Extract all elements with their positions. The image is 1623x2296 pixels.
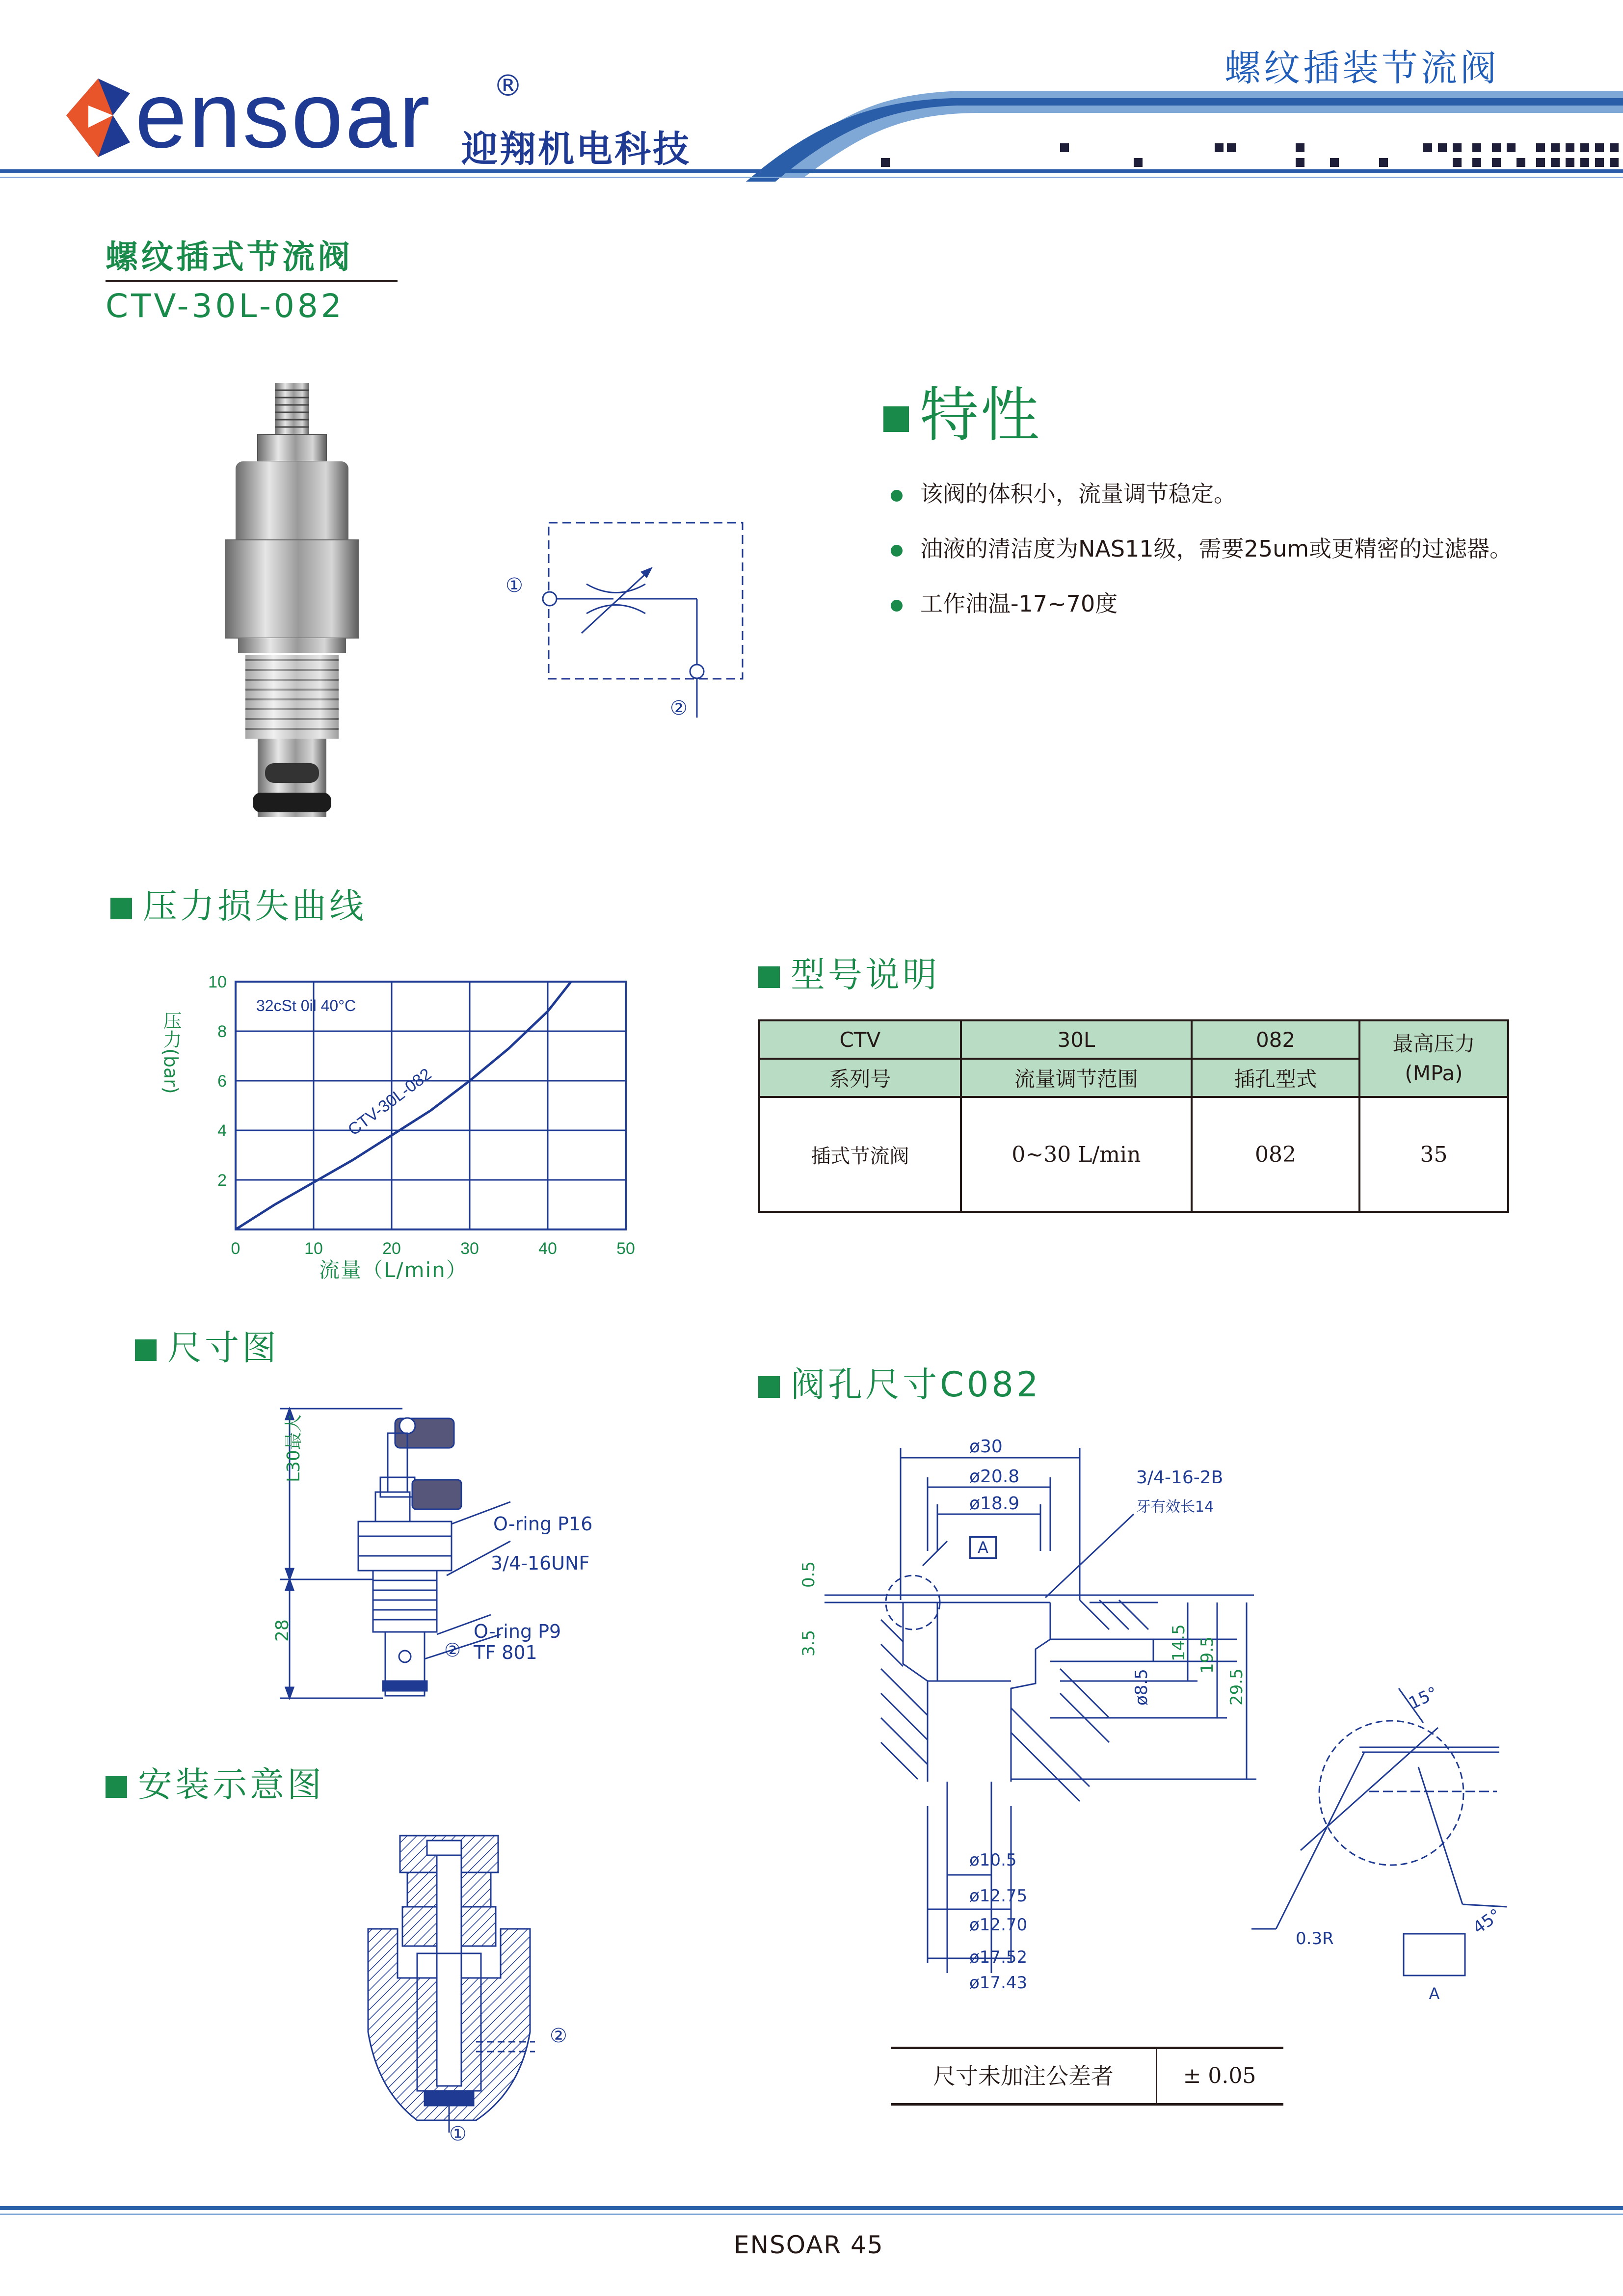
header-desc-series: 系列号 (759, 1059, 961, 1097)
value-type: 插式节流阀 (759, 1097, 961, 1212)
dim-d18-9: ø18.9 (969, 1494, 1020, 1514)
brand-logo: ensoar (135, 63, 432, 167)
dim-3-5: 3.5 (799, 1629, 819, 1656)
bullet-icon (891, 545, 903, 557)
dim-thread: 3/4-16-2B (1136, 1468, 1224, 1488)
label-thread-unf: 3/4-16UNF (491, 1552, 590, 1574)
features-title: 特性 (920, 381, 1041, 450)
x-tick-label: 0 (231, 1239, 240, 1258)
heading-square-icon (758, 966, 780, 988)
value-max-pressure: 35 (1359, 1097, 1508, 1212)
heading-square-icon (135, 1339, 157, 1361)
dim-d17-52: ø17.52 (969, 1948, 1028, 1967)
x-axis-label: 流量（L/min） (319, 1258, 468, 1282)
port-2-label: ② (670, 697, 688, 720)
product-model: CTV-30L-082 (106, 287, 345, 325)
y-axis-text: 压力(bar) (160, 1011, 182, 1094)
chart-annotation: 32cSt 0il 40°C (256, 997, 356, 1015)
datum-a-label: A (1429, 1984, 1440, 2003)
dim-l30: L30最大 (284, 1415, 304, 1482)
tolerance-value: ± 0.05 (1183, 2063, 1256, 2088)
footer-rule-thin (0, 2214, 1623, 2215)
dim-thread-length: 牙有效长14 (1136, 1498, 1214, 1516)
dim-d30: ø30 (969, 1437, 1003, 1457)
brand-cn: 迎翔机电科技 (461, 128, 691, 170)
footer-text: ENSOAR 45 (734, 2231, 884, 2259)
title-underline (106, 280, 398, 282)
dimension-heading (135, 1320, 279, 1370)
dim-d10-5: ø10.5 (969, 1850, 1017, 1870)
dim-0-5: 0.5 (799, 1561, 819, 1588)
y-axis-label (156, 1011, 186, 1099)
y-tick-label: 10 (208, 973, 227, 991)
model-title: 型号说明 (791, 955, 940, 995)
datum-a-box: A (969, 1536, 997, 1559)
value-cavity: 082 (1192, 1097, 1359, 1212)
logo-mark-icon (66, 79, 130, 157)
pressure-loss-chart (147, 957, 667, 1301)
cavity-title: 阀孔尺寸C082 (791, 1364, 1041, 1405)
install-heading (106, 1757, 324, 1807)
dim-29-5: 29.5 (1227, 1668, 1247, 1706)
features-heading (883, 368, 1041, 453)
label-oring-p9: O-ring P9 (474, 1621, 561, 1642)
x-tick-label: 50 (616, 1239, 635, 1258)
y-tick-label: 8 (217, 1022, 227, 1041)
tolerance-label: 尺寸未加注公差者 (891, 2049, 1157, 2103)
dim-d12-70: ø12.70 (969, 1915, 1028, 1935)
heading-square-icon (883, 406, 909, 432)
feature-text: 工作油温-17~70度 (920, 590, 1118, 617)
max-pressure-unit: (MPa) (1405, 1061, 1463, 1085)
port-1-label: ① (506, 574, 523, 597)
feature-item (891, 476, 1236, 508)
radius-0-3r: 0.3R (1296, 1929, 1334, 1949)
header-code-cavity: 082 (1192, 1020, 1359, 1059)
footer-rule (0, 2206, 1623, 2210)
angle-15: 15° (1406, 1683, 1441, 1713)
product-photo (211, 373, 398, 825)
header-code-flow: 30L (961, 1020, 1192, 1059)
label-oring-p16: O-ring P16 (493, 1513, 593, 1535)
tolerance-table (891, 2047, 1283, 2106)
bullet-icon (891, 490, 903, 502)
hydraulic-symbol (501, 515, 756, 731)
product-name: 螺纹插式节流阀 (106, 238, 353, 276)
label-tf801: TF 801 (474, 1642, 537, 1663)
dim-d20-8: ø20.8 (969, 1467, 1020, 1487)
pressure-title: 压力损失曲线 (143, 886, 367, 926)
header-max-pressure (1359, 1020, 1508, 1097)
header-desc-flow: 流量调节范围 (961, 1059, 1192, 1097)
angle-45: 45° (1469, 1905, 1505, 1938)
registered-mark: ® (493, 69, 523, 103)
install-diagram (358, 1826, 584, 2140)
value-flow-range: 0~30 L/min (961, 1097, 1192, 1212)
x-tick-label: 10 (304, 1239, 323, 1258)
series-line-ctv-30l-082 (236, 982, 571, 1229)
cavity-heading (758, 1357, 1041, 1407)
category-title: 螺纹插装节流阀 (1224, 47, 1499, 89)
series-label: CTV-30L-082 (344, 1065, 435, 1140)
dim-28: 28 (272, 1619, 293, 1642)
y-tick-label: 2 (217, 1171, 227, 1190)
x-tick-label: 30 (460, 1239, 479, 1258)
install-port-2: ② (550, 2025, 567, 2047)
label-port-2: ② (444, 1639, 461, 1661)
dim-d12-75: ø12.75 (969, 1886, 1028, 1906)
feature-text: 油液的清洁度为NAS11级，需要25um或更精密的过滤器。 (920, 535, 1513, 562)
header-desc-cavity: 插孔型式 (1192, 1059, 1359, 1097)
install-port-1: ① (449, 2123, 467, 2145)
dimension-title: 尺寸图 (167, 1328, 279, 1368)
install-title: 安装示意图 (138, 1764, 324, 1805)
heading-square-icon (106, 1776, 127, 1798)
dim-19-5: 19.5 (1197, 1636, 1217, 1674)
heading-square-icon (758, 1376, 780, 1398)
dimension-drawing (255, 1394, 618, 1708)
x-tick-label: 40 (538, 1239, 557, 1258)
dim-d8-5: ø8.5 (1132, 1669, 1151, 1706)
feature-text: 该阀的体积小，流量调节稳定。 (920, 481, 1236, 507)
max-pressure-label: 最高压力 (1392, 1032, 1475, 1056)
y-tick-label: 6 (217, 1072, 227, 1091)
dim-d17-43: ø17.43 (969, 1973, 1028, 1993)
heading-square-icon (110, 898, 132, 919)
model-heading (758, 947, 940, 997)
feature-item (891, 586, 1117, 618)
header-code-series: CTV (759, 1020, 961, 1059)
x-tick-label: 20 (382, 1239, 401, 1258)
model-table (758, 1019, 1509, 1213)
pressure-heading (110, 879, 367, 928)
feature-item (891, 531, 1512, 563)
y-tick-label: 4 (217, 1121, 227, 1140)
bullet-icon (891, 600, 903, 612)
dim-14-5: 14.5 (1169, 1624, 1189, 1661)
